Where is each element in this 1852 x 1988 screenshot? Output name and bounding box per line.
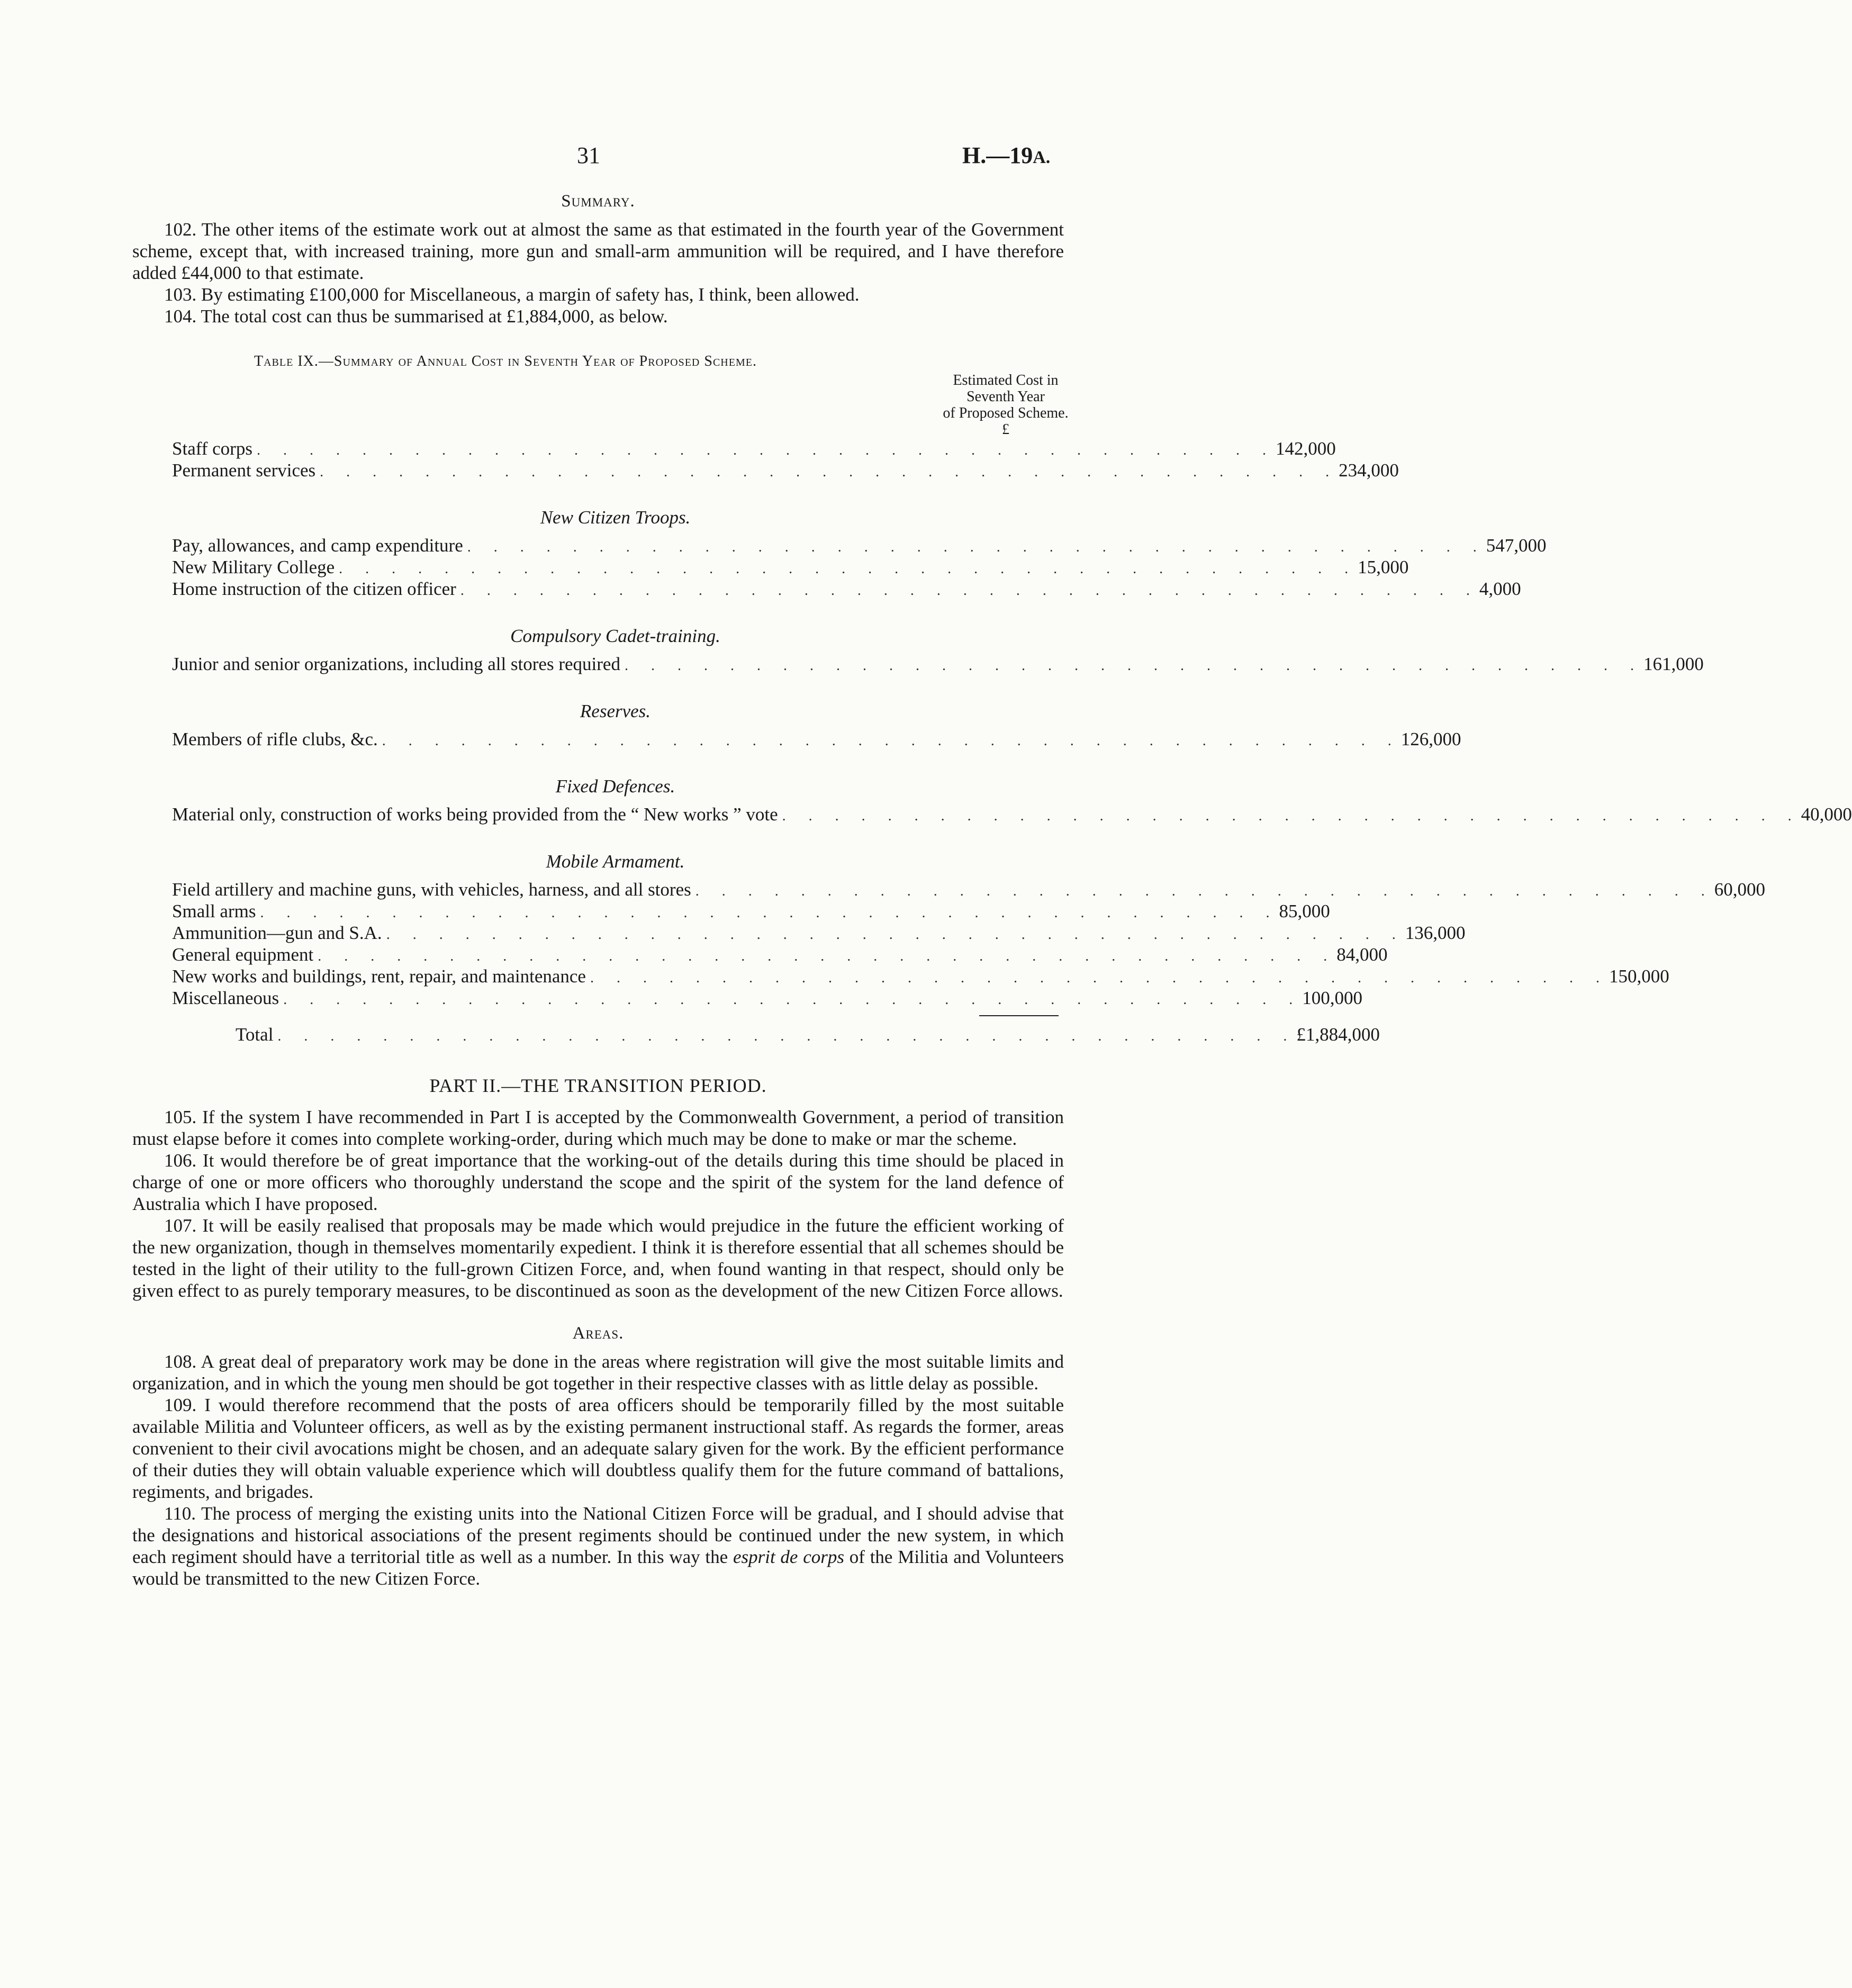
- col-header-currency: £: [1002, 421, 1009, 438]
- paragraph-103: 103. By estimating £100,000 for Miscellaneous, a margin of safety has, I think, been allowed.: [164, 284, 860, 305]
- leader-dots: . . . . . . . . . . . . . . . . . . . . . . . . . . . . . . . . . . . . . . .: [386, 926, 1405, 943]
- page-header: [0, 142, 1219, 174]
- row-label: Miscellaneous: [172, 988, 279, 1008]
- row-value: 100,000: [1302, 988, 1362, 1008]
- page-number: 31: [577, 142, 600, 168]
- row-label: New works and buildings, rent, repair, and maintenance: [172, 966, 586, 987]
- row-label: Small arms: [172, 901, 256, 921]
- row-value: 4,000: [1479, 579, 1521, 599]
- row-label: General equipment: [172, 944, 314, 965]
- row-value: 136,000: [1405, 923, 1466, 943]
- paragraph-107: 107. It will be easily realised that proposals may be made which would prejudice in the future the efficient working of the new organization, though in themselves momentarily expedient. I think it is therefore essential that all schemes should be tested in the light of their utility to the full-grown Citizen Force, and, when found wanting in that respect, should only be given effect to as purely temporary measures, to be discontinued as soon as the development of the new Citizen Force allows.: [132, 1215, 1064, 1301]
- cost-table: [172, 438, 1852, 1045]
- leader-dots: . . . . . . . . . . . . . . . . . . . . . . . . . . . . . . . . . . . . . . .: [624, 657, 1643, 674]
- col-header-line-1: Estimated Cost in: [953, 372, 1059, 388]
- section-heading-new-citizen-troops: New Citizen Troops.: [540, 507, 691, 528]
- leader-dots: . . . . . . . . . . . . . . . . . . . . . . . . . . . . . . . . . . . . . . .: [256, 442, 1276, 458]
- leader-dots: . . . . . . . . . . . . . . . . . . . . . . . . . . . . . . . . . . . . . . .: [260, 905, 1279, 921]
- section-heading-reserves: Reserves.: [580, 701, 651, 721]
- document-reference-main: H.—19: [962, 142, 1033, 168]
- table-row: [172, 944, 1388, 965]
- table-column-header: [910, 372, 1101, 438]
- row-value: 234,000: [1339, 460, 1399, 481]
- section-heading-compulsory-cadet-training: Compulsory Cadet-training.: [510, 626, 720, 646]
- col-header-line-2: Seventh Year: [966, 388, 1045, 405]
- paragraph-110-italic: esprit de corps: [733, 1547, 845, 1567]
- row-label: Pay, allowances, and camp expenditure: [172, 535, 463, 556]
- row-label: Junior and senior organizations, including all stores required: [172, 654, 620, 674]
- row-value: 84,000: [1336, 944, 1388, 965]
- table-row: [172, 879, 1765, 900]
- row-value: 142,000: [1275, 438, 1336, 459]
- row-label: Members of rifle clubs, &c.: [172, 729, 378, 749]
- row-value: 547,000: [1486, 535, 1547, 556]
- row-value: 150,000: [1609, 966, 1669, 987]
- section-heading-fixed-defences: Fixed Defences.: [555, 776, 675, 797]
- total-rule: [979, 1015, 1059, 1016]
- row-value: 60,000: [1714, 879, 1765, 900]
- row-label: Home instruction of the citizen officer: [172, 579, 456, 599]
- paragraph-104: 104. The total cost can thus be summarised at £1,884,000, as below.: [164, 306, 668, 327]
- section-heading-mobile-armament: Mobile Armament.: [546, 851, 685, 872]
- leader-dots: . . . . . . . . . . . . . . . . . . . . . . . . . . . . . . . . . . . . . . .: [460, 582, 1479, 599]
- row-label: Permanent services: [172, 460, 316, 481]
- paragraph-110-start: 110. The process of merging the existing units into the National Citizen Force will be gradual, and I should advise that the designations and historical associations of the present regiments should be continued under the new system, in which each regiment should have a territorial title as well as a number. In this way the: [132, 1503, 1064, 1567]
- leader-dots: . . . . . . . . . . . . . . . . . . . . . . . . . . . . . . . . . . . . . . .: [320, 464, 1339, 480]
- leader-dots: . . . . . . . . . . . . . . . . . . . . . . . . . . . . . . . . . . . . . . .: [695, 883, 1714, 899]
- row-label: Material only, construction of works being provided from the “ New works ” vote: [172, 804, 778, 825]
- document-reference: [962, 142, 1050, 169]
- leader-dots: . . . . . . . . . . . . . . . . . . . . . . . . . . . . . . . . . . . . . . .: [339, 561, 1358, 577]
- paragraph-109: 109. I would therefore recommend that the posts of area officers should be temporarily filled by the most suitable available Militia and Volunteer officers, as well as by the existing permanent instructional staff. As regards the former, areas convenient to their civil avocations might be chosen, and an adequate salary given for the work. By the efficient performance of their duties they will obtain valuable experience which will doubtless qualify them for the future command of battalions, regiments, and brigades.: [132, 1395, 1064, 1502]
- table-row: [172, 459, 1399, 481]
- row-value: 85,000: [1279, 901, 1330, 921]
- paragraph-110-end: of the Militia and Volunteers would be transmitted to the new Citizen Force.: [132, 1547, 1064, 1589]
- paragraph-106: 106. It would therefore be of great importance that the working-out of the details during this time should be placed in charge of one or more officers who thoroughly understand the scope and the spirit of the system for the land defence of Australia which I have proposed.: [132, 1150, 1064, 1214]
- part-ii-title: PART II.—THE TRANSITION PERIOD.: [429, 1075, 767, 1096]
- row-label: New Military College: [172, 557, 335, 577]
- table-row: [172, 987, 1362, 1009]
- areas-heading: Areas.: [572, 1324, 624, 1343]
- paragraph-102: 102. The other items of the estimate work out at almost the same as that estimated in the fourth year of the Government scheme, except that, with increased training, more gun and small-arm ammunition will be required, and I have therefore added £44,000 to that estimate.: [132, 219, 1064, 283]
- leader-dots: . . . . . . . . . . . . . . . . . . . . . . . . . . . . . . . . . . . . . . .: [782, 808, 1801, 824]
- document-reference-suffix: A.: [1033, 148, 1051, 167]
- leader-dots: . . . . . . . . . . . . . . . . . . . . . . . . . . . . . . . . . . . . . . .: [283, 991, 1303, 1008]
- paragraph-105: 105. If the system I have recommended in Part I is accepted by the Commonwealth Government, a period of transition must elapse before it comes into complete working-order, during which much may be done to make or mar the scheme.: [132, 1107, 1064, 1149]
- total-label: Total: [236, 1024, 274, 1045]
- row-label: Ammunition—gun and S.A.: [172, 923, 382, 943]
- table-row: [172, 556, 1409, 578]
- table-row: [172, 438, 1336, 459]
- leader-dots: . . . . . . . . . . . . . . . . . . . . . . . . . . . . . . . . . . . . . . .: [590, 970, 1609, 986]
- table-row: [172, 900, 1330, 922]
- summary-heading: Summary.: [561, 192, 635, 211]
- leader-dots: . . . . . . . . . . . . . . . . . . . . . . . . . . . . . . . . . . . . . . .: [277, 1028, 1297, 1044]
- table-row: [172, 578, 1521, 600]
- paragraph-110: [132, 1503, 1064, 1589]
- total-value: £1,884,000: [1296, 1024, 1380, 1045]
- table-row: [172, 535, 1547, 556]
- table-row: [172, 965, 1669, 987]
- row-value: 15,000: [1358, 557, 1409, 577]
- col-header-line-3: of Proposed Scheme.: [943, 405, 1069, 421]
- paragraph-108: 108. A great deal of preparatory work may be done in the areas where registration will give the most suitable limits and organization, and in which the young men should be got together in their respective classes with as little delay as possible.: [132, 1351, 1064, 1394]
- row-value: 40,000: [1801, 804, 1852, 825]
- row-label: Staff corps: [172, 438, 252, 459]
- row-value: 161,000: [1643, 654, 1704, 674]
- page-body: [132, 191, 1852, 1589]
- table-row: [172, 653, 1704, 675]
- total-row: [172, 1024, 1380, 1045]
- leader-dots: . . . . . . . . . . . . . . . . . . . . . . . . . . . . . . . . . . . . . . .: [467, 539, 1486, 555]
- table-row: [172, 922, 1466, 944]
- table-row: [172, 728, 1461, 750]
- leader-dots: . . . . . . . . . . . . . . . . . . . . . . . . . . . . . . . . . . . . . . .: [318, 948, 1337, 964]
- table-row: [172, 803, 1852, 825]
- table-title: Table IX.—Summary of Annual Cost in Seventh Year of Proposed Scheme.: [254, 353, 757, 369]
- row-value: 126,000: [1401, 729, 1461, 749]
- row-label: Field artillery and machine guns, with vehicles, harness, and all stores: [172, 879, 691, 900]
- leader-dots: . . . . . . . . . . . . . . . . . . . . . . . . . . . . . . . . . . . . . . .: [382, 733, 1401, 749]
